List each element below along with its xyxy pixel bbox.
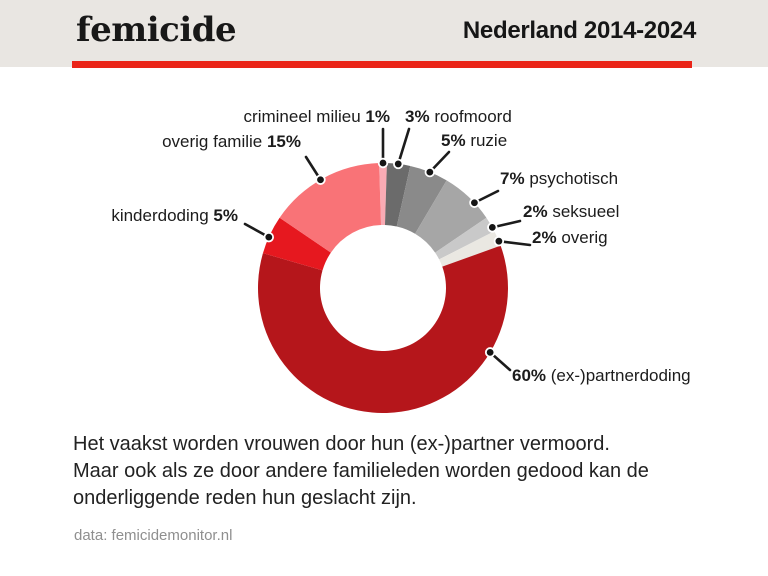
slice-pct: 5%: [213, 206, 238, 225]
slice-pct: 5%: [441, 131, 466, 150]
slice-label-overig: [532, 228, 608, 248]
caption-text: [73, 431, 649, 512]
leader-dot-roofmoord: [394, 160, 403, 169]
leader-dot-seksueel: [488, 223, 497, 232]
caption-line: Het vaakst worden vrouwen door hun (ex-)partner vermoord.: [73, 433, 610, 455]
slice-label-ruzie: [441, 131, 507, 151]
leader-dot-kinderdoding: [265, 233, 274, 242]
slice-name: psychotisch: [529, 169, 619, 188]
slice-pct: 2%: [523, 202, 548, 221]
slice-pct: 3%: [405, 107, 430, 126]
slice-name: seksueel: [552, 202, 620, 221]
leader-dot-psychotisch: [470, 198, 479, 207]
caption-line: onderliggende reden hun geslacht zijn.: [73, 487, 417, 509]
slice-pct: 60%: [512, 366, 547, 385]
slice-name: (ex-)partnerdoding: [550, 366, 691, 385]
slice-pct: 15%: [266, 132, 301, 151]
caption-line: Maar ook als ze door andere familieleden worden gedood kan de: [73, 460, 649, 482]
slice-name: overig familie: [162, 132, 263, 151]
slice-name: overig: [561, 228, 608, 247]
slice-label-ex-partnerdoding: [512, 366, 691, 386]
data-source: data: femicidemonitor.nl: [74, 527, 233, 544]
slice-label-kinderdoding: [111, 206, 238, 226]
leader-dot-overig: [495, 237, 504, 246]
slice-pct: 2%: [532, 228, 557, 247]
slice-label-crimineel-milieu: [244, 107, 390, 127]
slice-label-seksueel: [523, 202, 619, 222]
slice-ex-partnerdoding: [258, 246, 508, 413]
slice-name: kinderdoding: [111, 206, 209, 225]
leader-dot-crimineel-milieu: [379, 159, 388, 168]
leader-dot-ruzie: [426, 168, 435, 177]
leader-dot-overig-familie: [316, 175, 325, 184]
slice-pct: 7%: [500, 169, 525, 188]
header-period: Nederland 2014-2024: [462, 17, 696, 44]
leader-dot-ex-partnerdoding: [486, 348, 495, 357]
leader-line-roofmoord: [398, 129, 409, 164]
slice-pct: 1%: [365, 107, 390, 126]
slice-label-overig-familie: [162, 132, 301, 152]
slice-name: roofmoord: [434, 107, 512, 126]
slice-name: crimineel milieu: [243, 107, 361, 126]
slice-label-psychotisch: [500, 169, 618, 189]
slice-name: ruzie: [470, 131, 508, 150]
slice-label-roofmoord: [405, 107, 512, 127]
page-title: femicide: [76, 10, 237, 50]
